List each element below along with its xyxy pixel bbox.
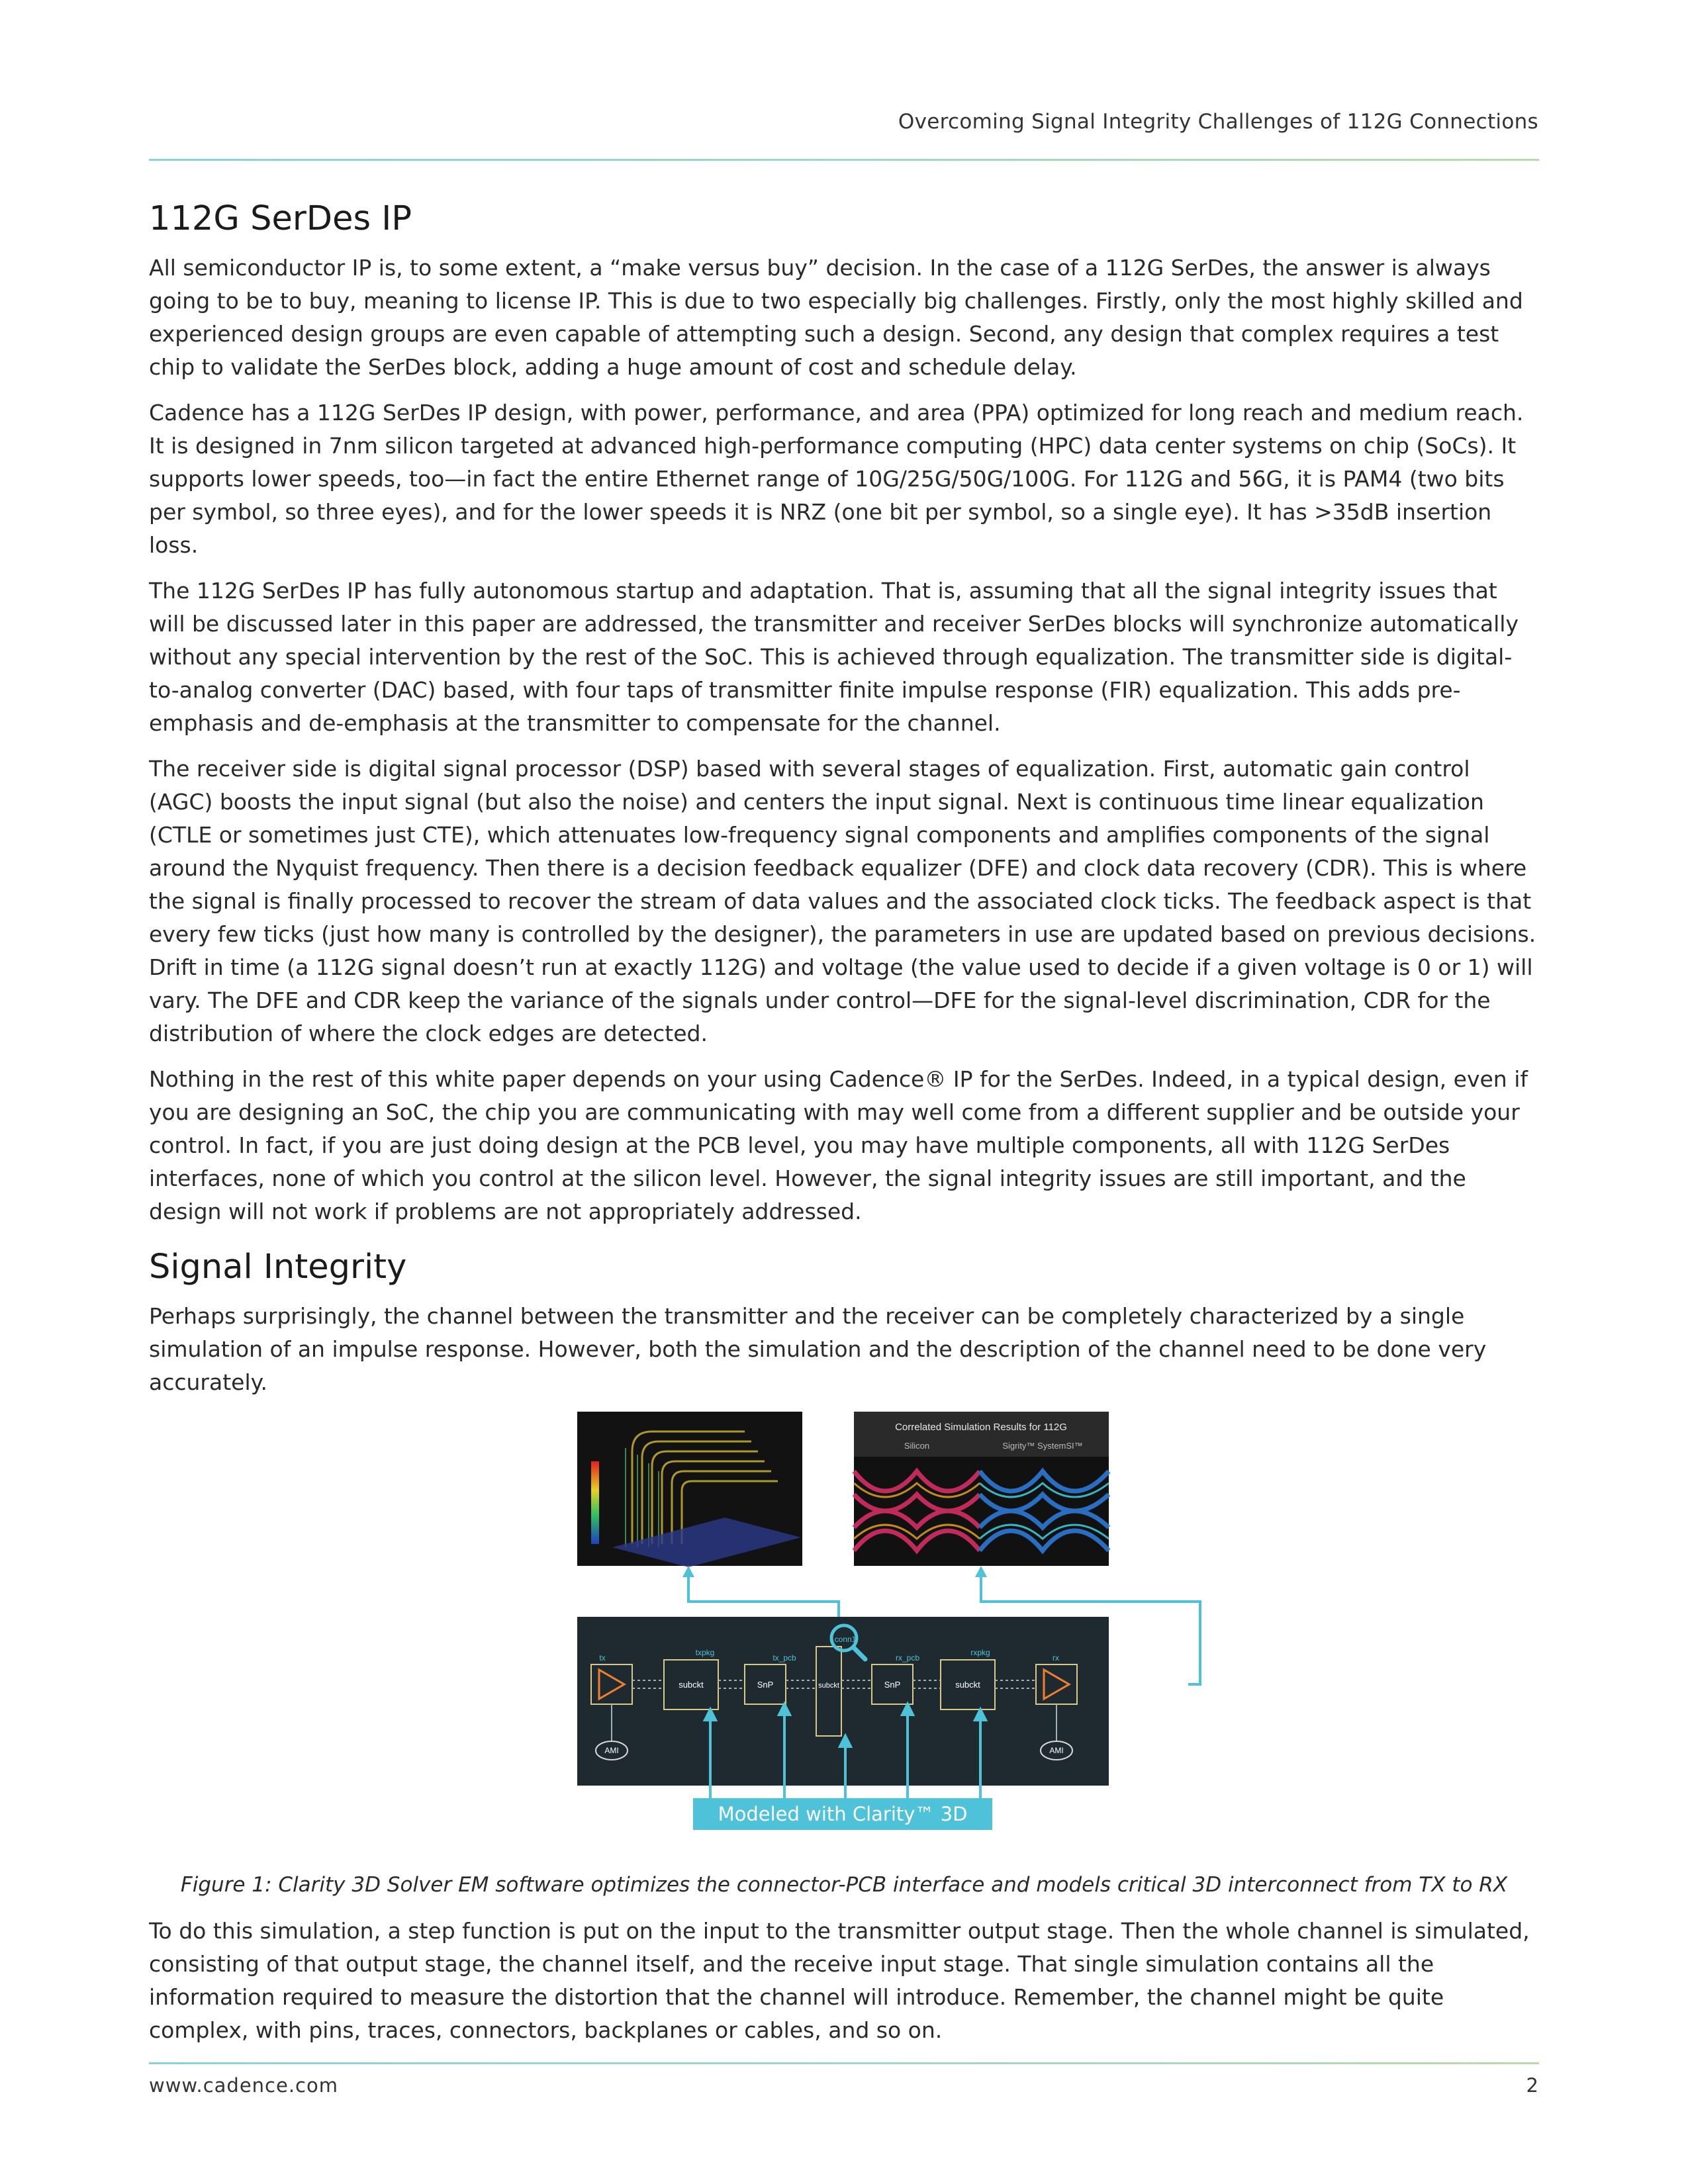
label-rx-pcb: rx_pcb: [895, 1653, 920, 1662]
ami-label-rx: AMI: [1049, 1746, 1064, 1755]
paragraph: Perhaps surprisingly, the channel between the transmitter and the receiver can be completely characterized by a single simulation of an impulse response. However, both the simulation and the description of the channel need to be done very accurately.: [149, 1303, 1487, 1395]
block-snp-rx: SnP: [884, 1680, 901, 1690]
label-rx: rx: [1053, 1653, 1059, 1662]
modeled-with-label: Modeled with Clarity™ 3D Solver: [693, 1798, 992, 1830]
paragraph: Cadence has a 112G SerDes IP design, with power, performance, and area (PPA) optimized for long reach and medium reach. It is designed in 7nm silicon targeted at advanced high-performance computing (HPC) data center systems on chip (SoCs). It supports lower speeds, too—in fact the entire Ethernet range of 10G/25G/50G/100G. For 112G and 56G, it is PAM4 (two bits per symbol, so three eyes), and for the lower speeds it is NRZ (one bit per symbol, so a single eye). It has >35dB insertion loss.: [149, 400, 1524, 558]
figure-1: [149, 1412, 1539, 1868]
section-heading-serdes: 112G SerDes IP: [149, 199, 412, 238]
figure-caption: Figure 1: Clarity 3D Solver EM software optimizes the connector-PCB interface and models critical 3D interconnect from TX to RX: [180, 1873, 1508, 1897]
header-divider: [149, 159, 1539, 161]
footer-url[interactable]: www.cadence.com: [149, 2074, 338, 2097]
paragraph: The receiver side is digital signal processor (DSP) based with several stages of equalization. First, automatic gain control (AGC) boosts the input signal (but also the noise) and centers the input signal. Next is continuous time linear equalization (CTLE or sometimes just CTE), which attenuates low-frequency signal components and amplifies components of the signal around the Nyquist frequency. Then there is a decision feedback equalizer (DFE) and clock data recovery (CDR). This is where the signal is finally processed to recover the stream of data values and the associated clock ticks. The feedback aspect is that every few ticks (just how many is controlled by the designer), the parameters in use are updated based on previous decisions. Drift in time (a 112G signal doesn’t run at exactly 112G) and voltage (the value used to decide if a given voltage is 0 or 1) will vary. The DFE and CDR keep the variance of the signals under control—DFE for the signal-level discrimination, CDR for the distribution of where the clock edges are detected.: [149, 756, 1536, 1046]
section-heading-signal-integrity: Signal Integrity: [149, 1248, 407, 1287]
eye-label-sigrity: Sigrity™ SystemSI™: [1002, 1441, 1083, 1451]
paragraph: Nothing in the rest of this white paper depends on your using Cadence® IP for the SerDes. Indeed, in a typical design, even if you are designing an SoC, the chip you are communicating with may well come from a different supplier and be outside your control. In fact, if you are just doing design at the PCB level, you may have multiple components, all with 112G SerDes interfaces, none of which you control at the silicon level. However, the signal integrity issues are still important, and the design will not work if problems are not appropriately addressed.: [149, 1066, 1528, 1224]
label-txpkg: txpkg: [695, 1648, 715, 1657]
page-header-title: Overcoming Signal Integrity Challenges of 112G Connections: [898, 110, 1538, 134]
eye-label-silicon: Silicon: [904, 1441, 930, 1451]
label-rxpkg: rxpkg: [970, 1648, 990, 1657]
ami-label-tx: AMI: [604, 1746, 619, 1755]
paragraph: The 112G SerDes IP has fully autonomous startup and adaptation. That is, assuming that all the signal integrity issues that will be discussed later in this paper are addressed, the transmitter and receiver SerDes blocks will synchronize automatically without any special intervention by the rest of the SoC. This is achieved through equalization. The transmitter side is digital-to-analog converter (DAC) based, with four taps of transmitter finite impulse response (FIR) equalization. This adds pre-emphasis and de-emphasis at the transmitter to compensate for the channel.: [149, 578, 1519, 736]
label-tx-pcb: tx_pcb: [773, 1653, 796, 1662]
footer-divider: [149, 2062, 1539, 2064]
paragraph: To do this simulation, a step function is put on the input to the transmitter output stage. Then the whole channel is simulated, consisting of that output stage, the channel itself, and the receive input stage. That single simulation contains all the information required to measure the distortion that the channel will introduce. Remember, the channel might be quite complex, with pins, traces, connectors, backplanes or cables, and so on.: [149, 1918, 1530, 2043]
label-conn1: conn1: [834, 1635, 857, 1644]
block-subckt-txpkg: subckt: [679, 1680, 704, 1690]
block-subckt-rxpkg: subckt: [955, 1680, 980, 1690]
eye-diagram-image: [854, 1412, 1109, 1566]
block-subckt-conn: subckt: [818, 1682, 839, 1690]
schematic-panel: [577, 1617, 1109, 1786]
page-number: 2: [1526, 2074, 1538, 2097]
main-content: [149, 196, 1539, 2060]
paragraph: All semiconductor IP is, to some extent, a “make versus buy” decision. In the case of a 112G SerDes, the answer is always going to be to buy, meaning to license IP. This is due to two especially big challenges. Firstly, only the most highly skilled and experienced design groups are even capable of attempting such a design. Second, any design that complex requires a test chip to validate the SerDes block, adding a huge amount of cost and schedule delay.: [149, 255, 1523, 380]
label-tx: tx: [599, 1653, 606, 1662]
block-snp-tx: SnP: [757, 1680, 774, 1690]
3d-model-image: [577, 1412, 802, 1567]
eye-diagram-title: Correlated Simulation Results for 112G: [895, 1422, 1067, 1433]
